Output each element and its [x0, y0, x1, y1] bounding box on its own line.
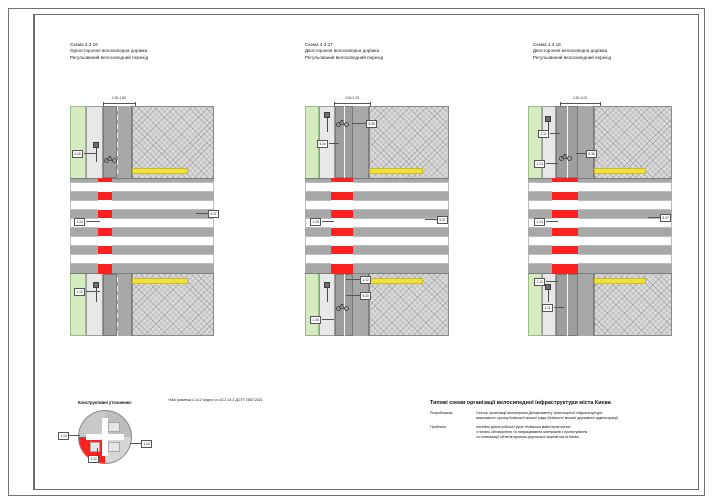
- crossing-stripe: [98, 182, 112, 192]
- scheme-2-dimension: 2,00-2,25: [344, 96, 360, 100]
- sign-post: [548, 288, 549, 302]
- developer-line-1: Сектор організації велопереми Департаменту транспортної інфраструктури: [476, 411, 603, 415]
- leader-line: [346, 279, 360, 280]
- scheme-3-callout-3[interactable]: 1.13: [534, 160, 545, 168]
- scheme-1: [70, 42, 270, 61]
- lane-bar: [70, 182, 214, 192]
- sign-plate: [545, 284, 551, 290]
- scheme-3-line1: Двостороння велосипедна доріжка: [533, 48, 608, 54]
- developer-value: [476, 411, 618, 421]
- tactile-strip-lower: [132, 278, 188, 284]
- lane-bar: [528, 236, 672, 246]
- leader-line: [346, 295, 360, 296]
- footnote: *Або розмітка 1.14.2 згідно з п.10.2 14.2 ДСТУ 2587:2021: [168, 398, 263, 402]
- scheme-2: [305, 42, 505, 61]
- tactile-strip-lower: [369, 278, 423, 284]
- scheme-2-code: Схема 4.3.17: [305, 42, 333, 47]
- tactile-strip-upper: [594, 168, 646, 174]
- approved-value: [476, 425, 587, 441]
- scheme-1-callout-4[interactable]: 1.12: [74, 288, 85, 296]
- scheme-2-callout-3[interactable]: 1.15: [310, 218, 321, 226]
- legend-block: [108, 422, 120, 432]
- scheme-2-line2: Регульований велосипедний перехід: [305, 54, 384, 60]
- title-block-row-developer: [430, 411, 692, 421]
- scheme-3-dimension-line: [560, 103, 600, 104]
- lane-bar: [528, 200, 672, 210]
- scheme-1-callout-1[interactable]: 1.16: [72, 150, 83, 158]
- leader-line: [550, 133, 560, 134]
- lane-bar: [305, 182, 449, 192]
- scheme-2-callout-7[interactable]: 1.36: [310, 316, 321, 324]
- scheme-1-title: [70, 42, 270, 61]
- crossing-stripe: [552, 236, 578, 246]
- bicycle-icon: [336, 302, 349, 311]
- scheme-3-callout-2[interactable]: 5.36: [586, 150, 597, 158]
- crossing-stripe: [552, 200, 578, 210]
- scheme-1-line1: Одностороння велосипедна доріжка: [70, 48, 148, 54]
- sign-plate: [545, 116, 551, 122]
- approved-key: Прийнято:: [430, 424, 448, 429]
- tactile-strip-upper: [132, 168, 188, 174]
- sign-plate: [324, 112, 330, 118]
- crossing-stripe: [98, 218, 112, 228]
- scheme-3-dimension: 2,50-3,00: [572, 96, 588, 100]
- scheme-2-callout-6[interactable]: 5.33: [360, 292, 371, 300]
- crossing-stripe: [552, 218, 578, 228]
- bike-path-divider-lower: [567, 274, 568, 336]
- legend-title: Конструктивні уточнення:: [78, 400, 133, 405]
- crossing-stripe: [552, 254, 578, 264]
- lane-bar: [305, 218, 449, 228]
- scheme-3-code: Схема 4.3.18: [533, 42, 561, 47]
- developer-key: Розробником:: [430, 411, 453, 415]
- scheme-1-code: Схема 4.3.16: [70, 42, 98, 47]
- title-block-row-approved: [430, 425, 692, 441]
- scheme-1-line2: Регульований велосипедний перехід: [70, 54, 149, 60]
- scheme-3-title: [533, 42, 713, 61]
- leader-line: [130, 443, 141, 444]
- scheme-2-title: [305, 42, 505, 61]
- legend-callout-1[interactable]: 1.13: [58, 432, 69, 440]
- approved-line-3: та оптимізації об'єктів вулично-дорожньої мережі міста Києва: [476, 435, 579, 440]
- crossing-stripe: [98, 236, 112, 246]
- sign-plate: [324, 282, 330, 288]
- lane-bar: [528, 218, 672, 228]
- lane-bar: [528, 254, 672, 264]
- legend-callout-2[interactable]: 1.14: [141, 440, 152, 448]
- scheme-2-callout-5[interactable]: 1.12: [360, 276, 371, 284]
- scheme-2-line1: Двостороння велосипедна доріжка: [305, 48, 380, 54]
- sign-post: [327, 116, 328, 132]
- legend-callout-3[interactable]: 1.12: [88, 455, 99, 463]
- leader-line: [68, 435, 80, 436]
- legend-block: [108, 442, 120, 452]
- tactile-strip-upper: [369, 168, 423, 174]
- crossing-stripe: [331, 200, 353, 210]
- leader-line: [97, 448, 98, 455]
- lane-bar: [305, 254, 449, 264]
- leader-line: [322, 221, 334, 222]
- legend-diagram: [78, 410, 132, 464]
- leader-line: [648, 217, 660, 218]
- leader-line: [576, 153, 586, 154]
- bike-path-divider-upper: [567, 106, 568, 178]
- lane-bar: [70, 236, 214, 246]
- scheme-1-callout-3[interactable]: 5.37: [208, 210, 219, 218]
- scheme-2-callout-2[interactable]: 5.34: [317, 140, 328, 148]
- leader-line: [554, 307, 564, 308]
- sign-post: [327, 286, 328, 302]
- sign-post: [96, 146, 97, 162]
- crossing-stripe: [98, 200, 112, 210]
- scheme-3-line2: Регульований велосипедний перехід: [533, 54, 612, 60]
- title-block: [430, 400, 692, 444]
- scheme-2-dimension-line: [334, 103, 370, 104]
- lane-bar: [305, 236, 449, 246]
- sign-plate: [93, 282, 99, 288]
- leader-line: [329, 143, 339, 144]
- legend-block: [90, 442, 100, 452]
- lane-bar: [70, 218, 214, 228]
- tactile-strip-lower: [594, 278, 646, 284]
- leader-line: [322, 319, 334, 320]
- crossing-stripe: [552, 182, 578, 192]
- scheme-3-callout-7[interactable]: 1.11: [542, 304, 553, 312]
- bike-path-upper: [103, 106, 117, 178]
- scheme-3: [533, 42, 713, 61]
- leader-line: [425, 219, 437, 220]
- scheme-1-dimension: 1,50-1,80: [111, 96, 127, 100]
- legend-cross-horizontal: [86, 434, 124, 440]
- crossing-stripe: [331, 236, 353, 246]
- crossing-stripe: [98, 254, 112, 264]
- crossing-stripe: [331, 254, 353, 264]
- document-title: Типові схеми організації велосипедної інфраструктури міста Києва: [430, 400, 611, 406]
- scheme-3-callout-5[interactable]: 5.37: [660, 214, 671, 222]
- bike-path-lower: [103, 274, 117, 336]
- leader-line: [546, 163, 558, 164]
- scheme-2-callout-4[interactable]: 5.37: [437, 216, 448, 224]
- crossing-stripe: [331, 218, 353, 228]
- scheme-3-callout-6[interactable]: 1.12: [534, 278, 545, 286]
- approved-line-2: з питань обговорення та напрацювання матеріалів з проектування: [476, 430, 588, 435]
- scheme-3-callout-1[interactable]: 1.11: [538, 130, 549, 138]
- leader-line: [352, 123, 366, 124]
- crossing-stripe: [331, 182, 353, 192]
- leader-line: [84, 153, 96, 154]
- leader-line: [86, 221, 100, 222]
- approved-line-1: постійно діюча робоча група «Київська майстерня міста»: [476, 424, 572, 429]
- scheme-1-dimension-line: [103, 103, 135, 104]
- bicycle-icon: [104, 154, 117, 163]
- scheme-3-callout-4[interactable]: 1.14: [534, 218, 545, 226]
- developer-line-2: виконавчого органу Київської міської ради (Київської міської державної адміністрації): [476, 416, 619, 421]
- sign-post: [96, 286, 97, 302]
- leader-line: [86, 291, 100, 292]
- leader-line: [546, 221, 558, 222]
- scheme-1-callout-2[interactable]: 1.14: [74, 218, 85, 226]
- scheme-2-callout-1[interactable]: 5.36: [366, 120, 377, 128]
- lane-bar: [70, 254, 214, 264]
- lane-bar: [528, 182, 672, 192]
- leader-line: [546, 281, 558, 282]
- bike-path-divider-upper: [344, 106, 345, 178]
- bicycle-icon: [559, 152, 572, 161]
- bicycle-icon: [336, 118, 349, 127]
- lane-bar: [70, 200, 214, 210]
- lane-bar: [305, 200, 449, 210]
- leader-line: [196, 213, 208, 214]
- sign-plate: [93, 142, 99, 148]
